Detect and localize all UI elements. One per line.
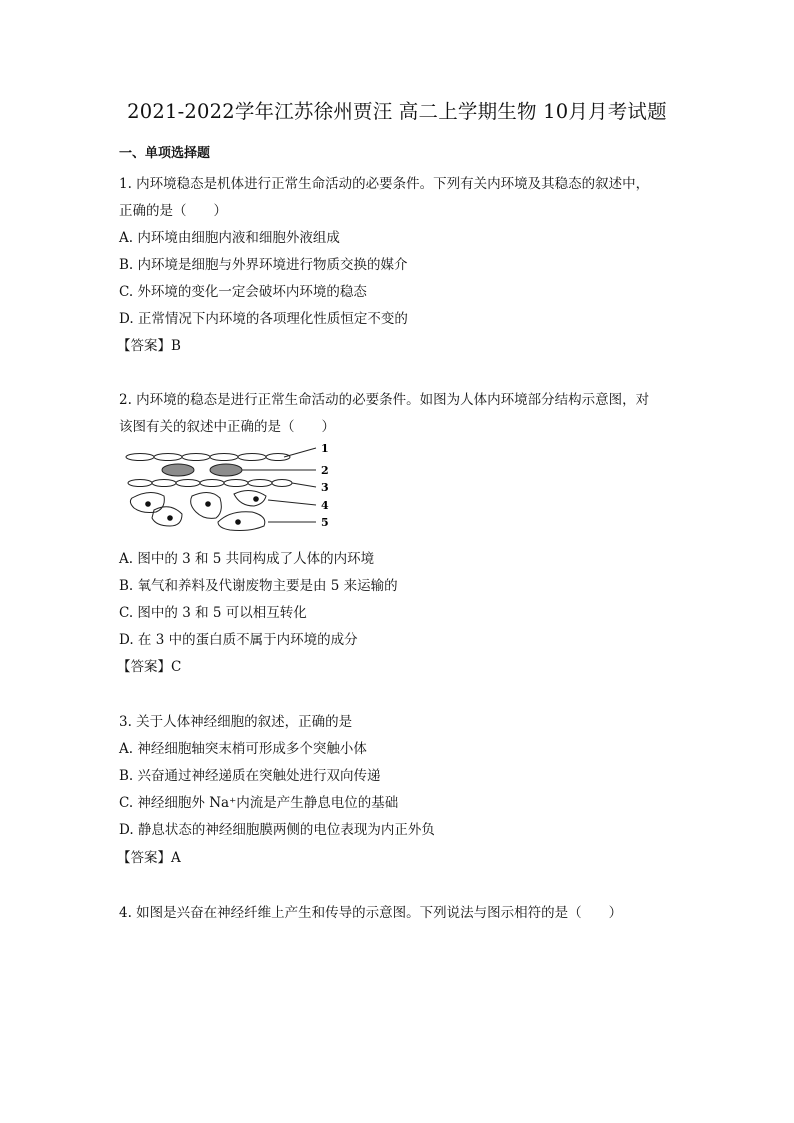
q2-stem-line2: 该图有关的叙述中正确的是（ ） (119, 419, 335, 435)
q1-answer: 【答案】B (117, 338, 181, 354)
q1-option-d: D. 正常情况下内环境的各项理化性质恒定不变的 (119, 311, 408, 327)
label-5: 5 (321, 516, 329, 529)
q3-option-d: D. 静息状态的神经细胞膜两侧的电位表现为内正外负 (119, 822, 435, 838)
q3-option-c: C. 神经细胞外 Na⁺内流是产生静息电位的基础 (119, 795, 399, 811)
label-3: 3 (321, 481, 329, 494)
q1-option-c: C. 外环境的变化一定会破坏内环境的稳态 (119, 284, 367, 300)
label-1: 1 (321, 442, 329, 455)
q2-option-d: D. 在 3 中的蛋白质不属于内环境的成分 (119, 632, 358, 648)
q2-answer: 【答案】C (117, 659, 182, 675)
label-4: 4 (321, 499, 329, 512)
section-heading: 一、单项选择题 (119, 146, 211, 161)
q2-option-c: C. 图中的 3 和 5 可以相互转化 (119, 605, 307, 621)
tissue-cell (218, 512, 265, 531)
capillary-wall-bottom (128, 480, 292, 487)
capillary-wall-top (126, 454, 290, 461)
page-title: 2021-2022学年江苏徐州贾汪 高二上学期生物 10月月考试题 (127, 100, 667, 123)
label-2: 2 (321, 464, 329, 477)
q3-option-a: A. 神经细胞轴突末梢可形成多个突触小体 (119, 741, 367, 757)
q1-option-a: A. 内环境由细胞内液和细胞外液组成 (119, 230, 340, 246)
q1-stem-line2: 正确的是（ ） (119, 203, 227, 219)
q1-option-b: B. 内环境是细胞与外界环境进行物质交换的媒介 (119, 257, 408, 273)
q1-stem-line1: 1. 内环境稳态是机体进行正常生命活动的必要条件。下列有关内环境及其稳态的叙述中， (119, 176, 650, 192)
q2-option-a: A. 图中的 3 和 5 共同构成了人体的内环境 (119, 551, 375, 567)
cell-nucleus (167, 515, 173, 521)
q2-option-b: B. 氧气和养料及代谢废物主要是由 5 来运输的 (119, 578, 398, 594)
cell-nucleus (145, 501, 151, 507)
tissue-cell (152, 507, 182, 526)
q3-answer: 【答案】A (117, 850, 181, 866)
red-blood-cell (162, 464, 194, 476)
cell-nucleus (253, 496, 259, 502)
cell-nucleus (205, 501, 211, 507)
q4-stem: 4. 如图是兴奋在神经纤维上产生和传导的示意图。下列说法与图示相符的是（ ） (119, 905, 623, 921)
q2-stem-line1: 2. 内环境的稳态是进行正常生命活动的必要条件。如图为人体内环境部分结构示意图，对 (119, 392, 650, 408)
internal-environment-diagram (120, 440, 350, 540)
red-blood-cell (210, 464, 242, 476)
q3-stem: 3. 关于人体神经细胞的叙述，正确的是 (119, 714, 353, 730)
q3-option-b: B. 兴奋通过神经递质在突触处进行双向传递 (119, 768, 381, 784)
cell-nucleus (235, 519, 241, 525)
tissue-cell (234, 490, 266, 506)
